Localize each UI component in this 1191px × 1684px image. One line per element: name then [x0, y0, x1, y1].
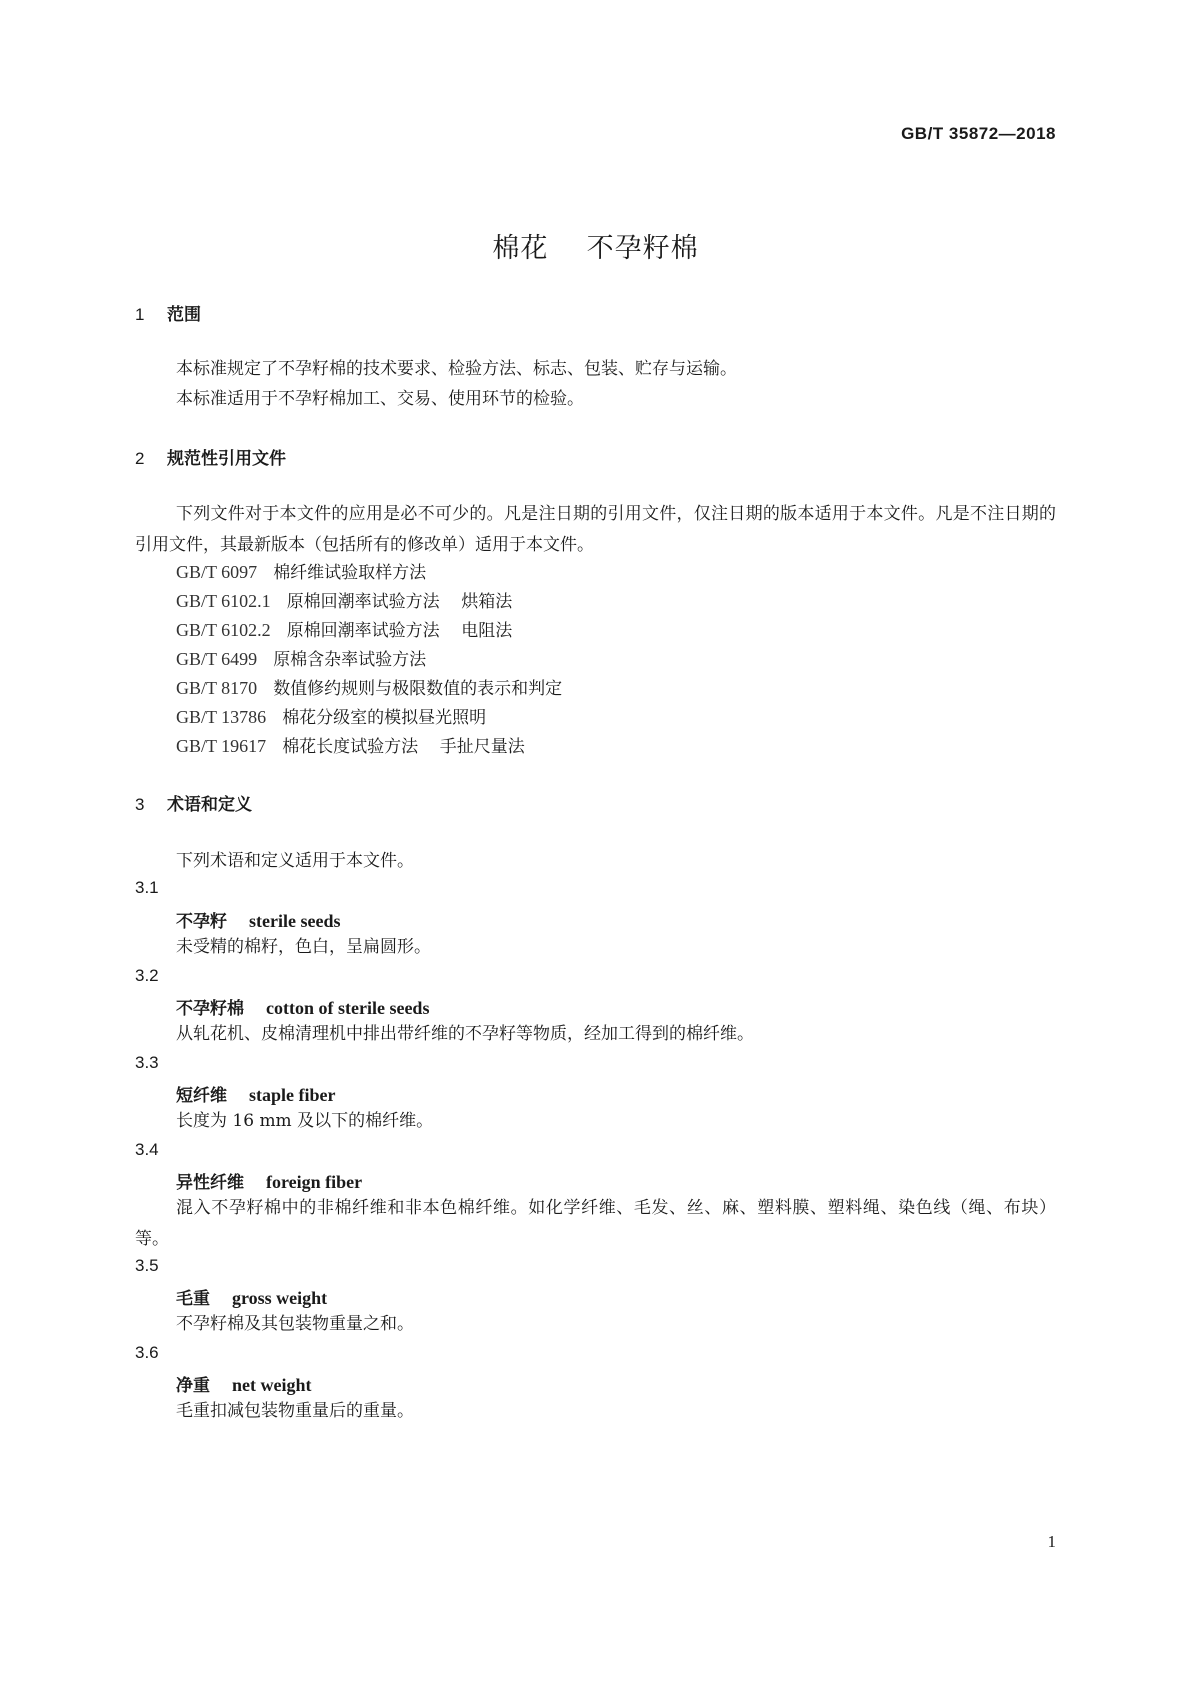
- reference-item: [176, 673, 562, 705]
- term-definition: 不孕籽棉及其包装物重量之和。: [176, 1314, 414, 1334]
- reference-code: GB/T 6102.2: [176, 620, 271, 640]
- reference-code: GB/T 8170: [176, 678, 258, 698]
- reference-item: [176, 644, 426, 676]
- term-en: gross weight: [232, 1288, 328, 1308]
- reference-code: GB/T 6499: [176, 649, 258, 669]
- reference-title: 原棉回潮率试验方法 烘箱法: [286, 592, 513, 612]
- term-definition: 长度为 16 mm 及以下的棉纤维。: [176, 1111, 434, 1131]
- term-definition: 毛重扣减包装物重量后的重量。: [176, 1401, 414, 1421]
- term-number: 3.5: [135, 1256, 159, 1275]
- term-number: 3.6: [135, 1343, 159, 1362]
- paragraph: 本标准适用于不孕籽棉加工、交易、使用环节的检验。: [176, 389, 584, 409]
- term-en: cotton of sterile seeds: [266, 998, 430, 1018]
- reference-title: 棉花长度试验方法 手扯尺量法: [282, 737, 525, 757]
- standard-code: GB/T 35872—2018: [901, 124, 1056, 143]
- term-en: foreign fiber: [266, 1172, 363, 1192]
- term-zh: 短纤维: [176, 1086, 227, 1106]
- paragraph: 下列术语和定义适用于本文件。: [176, 851, 414, 871]
- reference-item: [176, 615, 512, 647]
- paragraph: 本标准规定了不孕籽棉的技术要求、检验方法、标志、包装、贮存与运输。: [176, 359, 737, 379]
- term-number: 3.4: [135, 1140, 159, 1159]
- section-number: 2: [135, 449, 145, 468]
- page-number: 1: [1047, 1532, 1056, 1551]
- section-number: 3: [135, 795, 145, 814]
- reference-title: 棉花分级室的模拟昼光照明: [282, 708, 487, 728]
- term-number: 3.2: [135, 966, 159, 985]
- reference-item: [176, 702, 486, 734]
- term-zh: 毛重: [176, 1289, 210, 1309]
- reference-title: 原棉回潮率试验方法 电阻法: [286, 621, 513, 641]
- reference-code: GB/T 13786: [176, 707, 267, 727]
- term-zh: 不孕籽棉: [176, 999, 244, 1019]
- reference-item: [176, 557, 426, 589]
- term-heading: [176, 1371, 312, 1396]
- term-definition: 未受精的棉籽，色白，呈扁圆形。: [176, 937, 431, 957]
- section-title: 规范性引用文件: [167, 449, 286, 469]
- term-zh: 净重: [176, 1376, 210, 1396]
- term-heading: [176, 1168, 362, 1193]
- section-title: 术语和定义: [167, 795, 252, 815]
- term-heading: [176, 1081, 335, 1106]
- section-1-heading: [135, 300, 201, 325]
- reference-item: [176, 586, 512, 618]
- section-title: 范围: [167, 305, 201, 325]
- reference-title: 原棉含杂率试验方法: [273, 650, 427, 670]
- term-zh: 不孕籽: [176, 912, 227, 932]
- section-3-heading: [135, 790, 252, 815]
- reference-code: GB/T 6102.1: [176, 591, 271, 611]
- section-number: 1: [135, 305, 145, 324]
- term-zh: 异性纤维: [176, 1173, 244, 1193]
- term-heading: [176, 994, 429, 1019]
- reference-title: 棉纤维试验取样方法: [273, 563, 427, 583]
- term-en: staple fiber: [249, 1085, 336, 1105]
- reference-code: GB/T 19617: [176, 736, 267, 756]
- paragraph: 下列文件对于本文件的应用是必不可少的。凡是注日期的引用文件，仅注日期的版本适用于本文件。凡是不注日期的引用文件，其最新版本（包括所有的修改单）适用于本文件。: [135, 504, 1056, 555]
- term-en: sterile seeds: [249, 911, 341, 931]
- reference-title: 数值修约规则与极限数值的表示和判定: [273, 679, 563, 699]
- reference-item: [176, 731, 525, 763]
- term-heading: [176, 907, 340, 932]
- section-2-heading: [135, 444, 286, 469]
- term-number: 3.3: [135, 1053, 159, 1072]
- reference-code: GB/T 6097: [176, 562, 258, 582]
- term-heading: [176, 1284, 327, 1309]
- document-title: 棉花 不孕籽棉: [492, 233, 699, 264]
- term-definition: 从轧花机、皮棉清理机中排出带纤维的不孕籽等物质，经加工得到的棉纤维。: [176, 1024, 754, 1044]
- term-definition: 混入不孕籽棉中的非棉纤维和非本色棉纤维。如化学纤维、毛发、丝、麻、塑料膜、塑料绳、染色线（绳、布块）等。: [135, 1198, 1056, 1249]
- term-en: net weight: [232, 1375, 312, 1395]
- term-number: 3.1: [135, 878, 159, 897]
